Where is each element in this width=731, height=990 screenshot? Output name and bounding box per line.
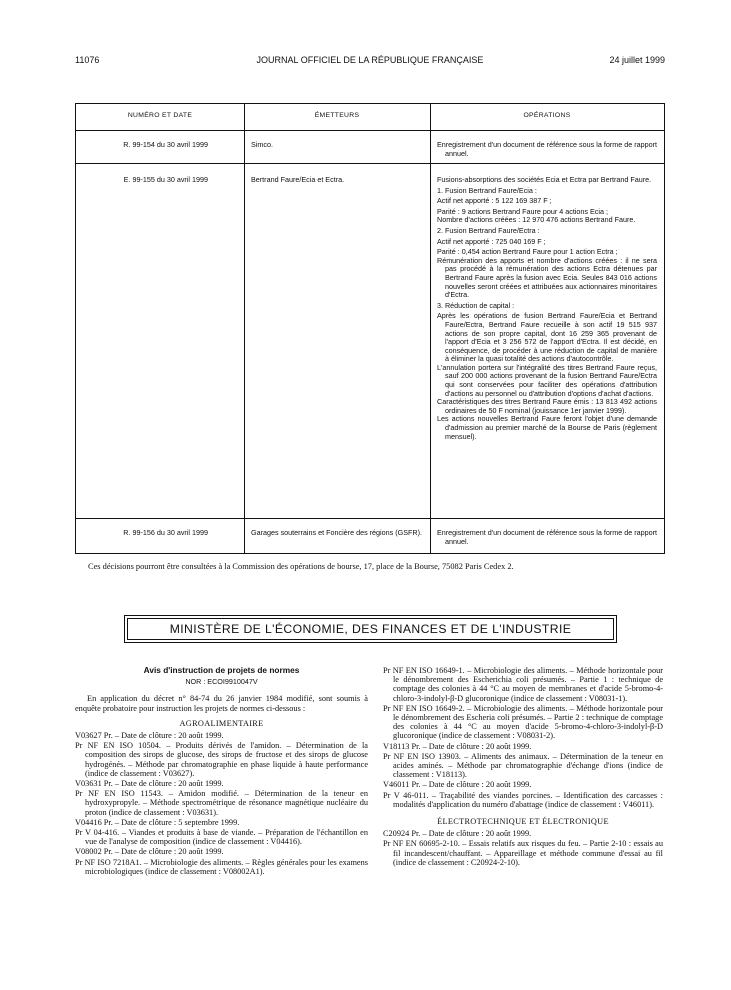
operation-text: Nombre d'actions créées : 12 970 476 actions Bertrand Faure. [437, 215, 636, 225]
consultation-note: Ces décisions pourront être consultées à la Commission des opérations de bourse, 17, place de la Bourse, 75082 Paris Cedex 2. [88, 562, 514, 571]
column-header-emetteurs: ÉMETTEURS [314, 112, 360, 119]
column-divider [244, 104, 245, 553]
row-divider [76, 518, 664, 519]
operation-text: Enregistrement d'un document de référence sous la forme de rapport annuel. [437, 528, 657, 546]
row-divider [76, 163, 664, 164]
table-row-2-emetteurs: Bertrand Faure/Ecia et Ectra. [251, 175, 345, 184]
list-item: V03627 Pr. – Date de clôture : 20 août 1999. [75, 731, 224, 741]
table-row-2-numero: E. 99-155 du 30 avril 1999 [123, 175, 208, 184]
section-heading: AGROALIMENTAIRE [179, 718, 264, 728]
list-item: V03631 Pr. – Date de clôture : 20 août 1999. [75, 779, 224, 789]
journal-title: JOURNAL OFFICIEL DE LA RÉPUBLIQUE FRANÇAISE [256, 55, 484, 65]
nor-reference: NOR : ECOI9910047V [185, 677, 258, 687]
column-divider [430, 104, 431, 553]
operation-text: Les actions nouvelles Bertrand Faure feront l'objet d'une demande d'admission au premier marché de la Bourse de Paris (règlement mensuel). [437, 414, 657, 441]
list-item: V46011 Pr. – Date de clôture : 20 août 1999. [383, 780, 532, 790]
page-number: 11076 [75, 55, 100, 65]
section-heading: ÉLECTROTECHNIQUE ET ÉLECTRONIQUE [437, 817, 609, 827]
list-item: Pr V 46-011. – Traçabilité des viandes porcines. – Identification des carcasses : modalités d'application du numéro d'abattage (indice de classement : V46011). [383, 790, 663, 809]
operation-text: 1. Fusion Bertrand Faure/Ecia : [437, 185, 537, 195]
table-row-1-emetteurs: Simco. [251, 140, 273, 149]
operation-text: Caractéristiques des titres Bertrand Faure émis : 13 813 492 actions ordinaires de 50 F nominal (jouissance 1er janvier 1999). [437, 397, 657, 415]
avis-title: Avis d'instruction de projets de normes [143, 665, 300, 675]
operation-text: Actif net apporté : 725 040 169 F ; [437, 236, 546, 246]
list-item: Pr NF EN ISO 11543. – Amidon modifié. – Détermination de la teneur en hydroxypropyle. – Méthode spectrométrique de résonance magnétique nucléaire du proton (indice de classement : V03631). [75, 789, 368, 817]
table-row-2-operations [437, 176, 657, 443]
table-row-3-emetteurs: Garages souterrains et Foncière des régions (GSFR). [251, 528, 422, 537]
decisions-table [75, 103, 665, 554]
list-item: Pr NF EN ISO 13903. – Aliments des animaux. – Détermination de la teneur en acides aminés. – Méthode par chromatographie d'échange d'ions (indice de classement : V18113). [383, 751, 663, 780]
list-item: V08002 Pr. – Date de clôture : 20 août 1999. [75, 847, 224, 857]
list-item: Pr NF EN ISO 10504. – Produits dérivés de l'amidon. – Détermination de la composition des sirops de glucose, des sirops de fructose et des sirops de glucose hydrogénés. – Méthode par chromatographie en phase liquide à haute performance (indice de classement : V03627). [75, 741, 368, 778]
operation-text: 2. Fusion Bertrand Faure/Ectra : [437, 225, 540, 235]
list-item: Pr NF EN ISO 16649-1. – Microbiologie des aliments. – Méthode horizontale pour le dénombrement des Escherichia coli présumés. – Partie 1 : technique de comptage des colonies à 44 °C au moyen de membranes et d'acide 5-bromo-4-chloro-3-indolyl-β-D glucoronique (indice de classement : V08031-1). [383, 666, 663, 703]
issue-date: 24 juillet 1999 [609, 55, 665, 65]
right-column [383, 666, 663, 868]
table-row-3-numero: R. 99-156 du 30 avril 1999 [123, 528, 208, 537]
table-row-1-numero: R. 99-154 du 30 avril 1999 [123, 140, 208, 149]
left-column [75, 666, 368, 877]
list-item: Pr NF ISO 7218A1. – Microbiologie des aliments. – Règles générales pour les examens microbiologiques (indice de classement : V08002A1). [75, 857, 368, 876]
list-item: V18113 Pr. – Date de clôture : 20 août 1999. [383, 741, 532, 751]
list-item: V04416 Pr. – Date de clôture : 5 septembre 1999. [75, 817, 240, 827]
list-item: Pr V 04-416. – Viandes et produits à base de viande. – Préparation de l'échantillon en vue de l'analyse de composition (indice de classement : V04416). [75, 828, 368, 847]
table-row-3-operations [437, 529, 657, 548]
operation-text: Fusions-absorptions des sociétés Ecia et Ectra par Bertrand Faure. [437, 175, 652, 184]
table-header-row [76, 104, 664, 131]
list-item: Pr NF EN ISO 16649-2. – Microbiologie des aliments. – Méthode horizontale pour le dénombrement des Escheria coli présumés. – Partie 2 : technique de comptage des colonies à 44 °C au moyen d'acide 5-bromo-4-chloro-3-indolyl-β-D glucoronique (indice de classement : V08031-2). [383, 703, 663, 741]
operation-text: Parité : 0,454 action Bertrand Faure pour 1 action Ectra ; [437, 247, 618, 257]
operation-text: Actif net apporté : 5 122 169 387 F ; [437, 196, 552, 206]
avis-intro: En application du décret n° 84-74 du 26 janvier 1984 modifié, sont soumis à enquête probatoire pour instruction les projets de normes ci-dessous : [75, 694, 368, 713]
ministry-heading: MINISTÈRE DE L'ÉCONOMIE, DES FINANCES ET DE L'INDUSTRIE [127, 618, 614, 640]
page-header [75, 55, 665, 69]
operation-text: Rémunération des apports et nombre d'actions créées : il ne sera pas procédé à la rémunération des actions Ectra détenues par Bertrand Faure après la fusion avec Ecia. Seules 843 016 actions nouvelles seront créées et attribuées aux actionnaires minoritaires d'Ectra. [437, 255, 657, 300]
column-header-numero: NUMÉRO ET DATE [127, 112, 193, 119]
operation-text: Après les opérations de fusion Bertrand Faure/Ecia et Bertrand Faure/Ectra, Bertrand Faure recueille à son actif 19 515 937 actions de son propre capital, dont 16 259 365 provenant de l'apport d'Ecia et 3 256 572 de l'apport d'Ectra. Il est décidé, en conséquence, de procéder à une réduction de capital de manière à éliminer la quasi totalité des actions d'autocontrôle. [437, 311, 657, 364]
operation-text: Enregistrement d'un document de référence sous la forme de rapport annuel. [437, 140, 657, 158]
operation-text: Parité : 9 actions Bertrand Faure pour 4 actions Ecia ; [437, 206, 608, 216]
table-row-1-operations [437, 141, 657, 160]
operation-text: 3. Réduction de capital : [437, 300, 515, 310]
column-header-operations: OPÉRATIONS [523, 112, 571, 119]
operation-text: L'annulation portera sur l'intégralité des titres Bertrand Faure reçus, sauf 200 000 actions provenant de la fusion Bertrand Faure/Ectra qui sont conservées pour faciliter des opérations d'attribution d'actions au personnel ou d'attribution d'options d'achat d'actions. [437, 362, 657, 398]
list-item: C20924 Pr. – Date de clôture : 20 août 1999. [383, 829, 532, 839]
list-item: Pr NF EN 60695-2-10. – Essais relatifs aux risques du feu. – Partie 2-10 : essais au fil incandescent/chauffant. – Appareillage et méthode commune d'essai au fil (indice de classement : C20924-2-10). [383, 839, 663, 867]
